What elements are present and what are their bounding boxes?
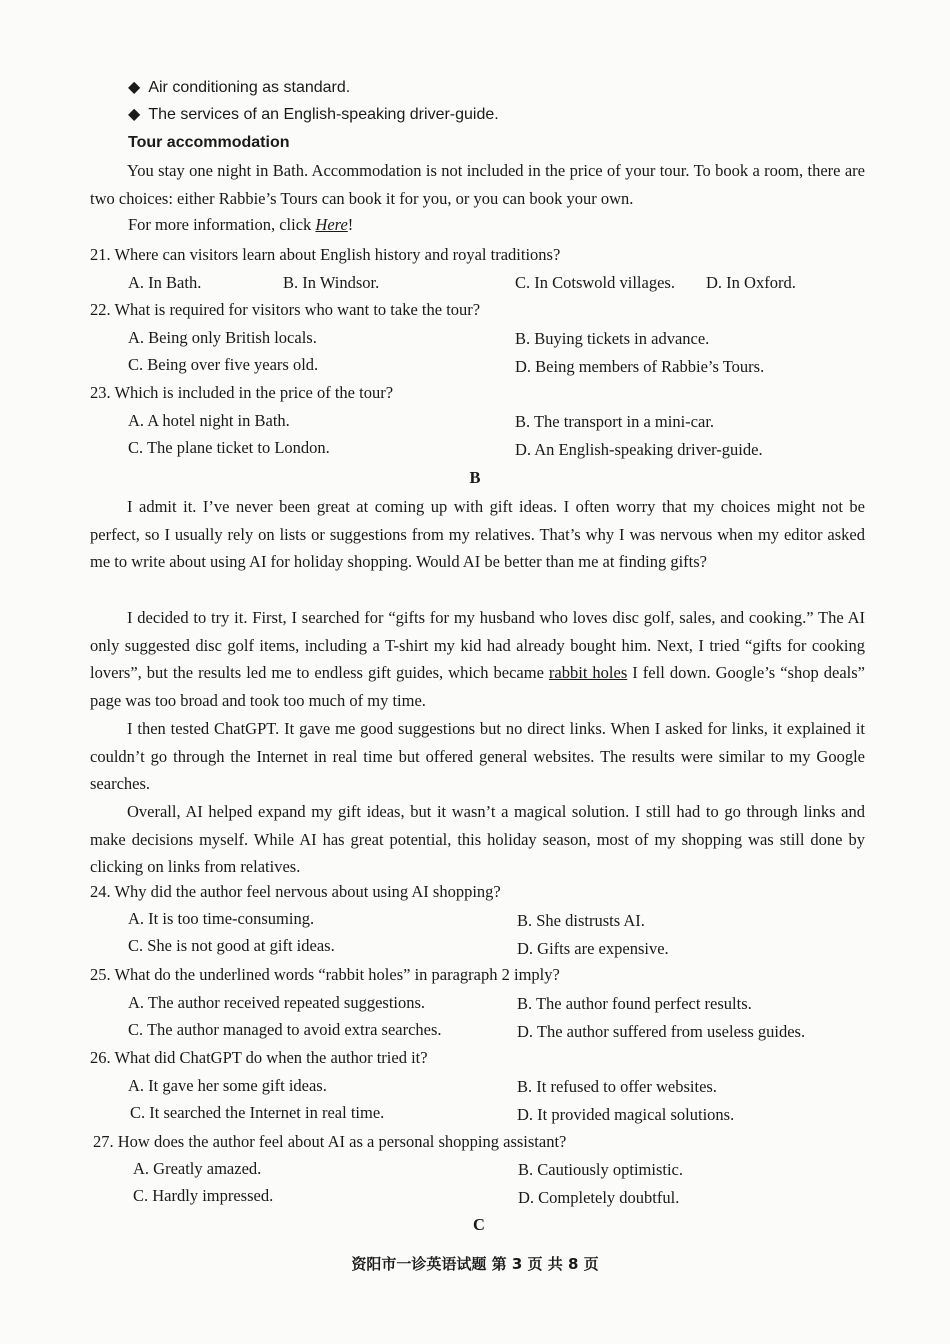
here-link[interactable]: Here: [315, 215, 348, 234]
page-footer: 资阳市一诊英语试题 第 3 页 共 8 页: [351, 1255, 599, 1273]
option: D. It provided magical solutions.: [517, 1105, 735, 1124]
bullet-item: ◆ The services of an English-speaking driver-guide.: [128, 104, 499, 126]
question-stem: 22. What is required for visitors who want to take the tour?: [90, 300, 481, 319]
option: B. The transport in a mini-car.: [515, 412, 715, 431]
option: D. Completely doubtful.: [518, 1188, 680, 1207]
question-stem: 25. What do the underlined words “rabbit holes” in paragraph 2 imply?: [90, 965, 560, 984]
question-stem: 26. What did ChatGPT do when the author tried it?: [90, 1048, 428, 1067]
more-info-line: For more information, click Here!: [128, 215, 354, 234]
question-stem: 24. Why did the author feel nervous about using AI shopping?: [90, 882, 501, 901]
option: A. Being only British locals.: [128, 328, 317, 347]
question-stem: 27. How does the author feel about AI as a personal shopping assistant?: [93, 1132, 567, 1151]
option: A. Greatly amazed.: [133, 1159, 262, 1178]
passage-paragraph-3: I then tested ChatGPT. It gave me good suggestions but no direct links. When I asked for links, it explained it couldn’t go through the Internet in real time but offered general websites. The results were similar to my Google searches.: [90, 719, 865, 793]
accommodation-text: You stay one night in Bath. Accommodation is not included in the price of your tour. To book a room, there are two choices: either Rabbie’s Tours can book it for you, or you can book your own.: [90, 161, 865, 208]
option: D. In Oxford.: [706, 273, 796, 292]
passage-paragraph-4: Overall, AI helped expand my gift ideas, but it wasn’t a magical solution. I still had to go through links and make decisions myself. While AI has great potential, this holiday season, most of my shopping was still done by clicking on links from relatives.: [90, 802, 865, 876]
section-label-b: B: [469, 468, 481, 487]
option: D. Being members of Rabbie’s Tours.: [515, 357, 765, 376]
section-heading: Tour accommodation: [128, 134, 290, 151]
question-stem: 21. Where can visitors learn about English history and royal traditions?: [90, 245, 561, 264]
diamond-bullet-icon: ◆: [128, 106, 141, 123]
underlined-phrase: rabbit holes: [548, 663, 628, 682]
option: B. It refused to offer websites.: [517, 1077, 717, 1096]
option: B. The author found perfect results.: [517, 994, 752, 1013]
passage-paragraph-1: I admit it. I’ve never been great at coming up with gift ideas. I often worry that my choices might not be perfect, so I usually rely on lists or suggestions from my relatives. That’s why I was nervous when my editor asked me to write about using AI for holiday shopping. Would AI be better than me at finding gifts?: [90, 497, 865, 571]
option: C. Hardly impressed.: [133, 1186, 274, 1205]
question-stem: 23. Which is included in the price of the tour?: [90, 383, 394, 402]
option: C. It searched the Internet in real time.: [130, 1103, 385, 1122]
option: A. In Bath.: [128, 273, 202, 292]
option: B. She distrusts AI.: [517, 911, 645, 930]
bullet-item: ◆ Air conditioning as standard.: [128, 77, 350, 99]
option: C. In Cotswold villages.: [515, 273, 675, 292]
option: C. Being over five years old.: [128, 355, 319, 374]
option: C. She is not good at gift ideas.: [128, 936, 335, 955]
option: C. The author managed to avoid extra searches.: [128, 1020, 442, 1039]
option: B. In Windsor.: [283, 273, 380, 292]
option: B. Cautiously optimistic.: [518, 1160, 684, 1179]
option: A. A hotel night in Bath.: [128, 411, 290, 430]
passage-paragraph-2: I decided to try it. First, I searched for “gifts for my husband who loves disc golf, sales, and cooking.” The AI only suggested disc golf items, including a T-shirt my kid had already bought him. Next, I tried “gifts for cooking lovers”, but the results led me to endless gift guides, which became rabbit holes I fell down. Google’s “shop deals” page was too broad and took too much of my time.: [90, 608, 865, 710]
section-label-c: C: [473, 1215, 485, 1234]
option: D. The author suffered from useless guides.: [517, 1022, 806, 1041]
option: D. An English-speaking driver-guide.: [515, 440, 763, 459]
option: A. The author received repeated suggestions.: [128, 993, 426, 1012]
option: B. Buying tickets in advance.: [515, 329, 710, 348]
option: C. The plane ticket to London.: [128, 438, 330, 457]
option: A. It is too time-consuming.: [128, 909, 315, 928]
option: D. Gifts are expensive.: [517, 939, 669, 958]
option: A. It gave her some gift ideas.: [128, 1076, 327, 1095]
diamond-bullet-icon: ◆: [128, 79, 141, 96]
